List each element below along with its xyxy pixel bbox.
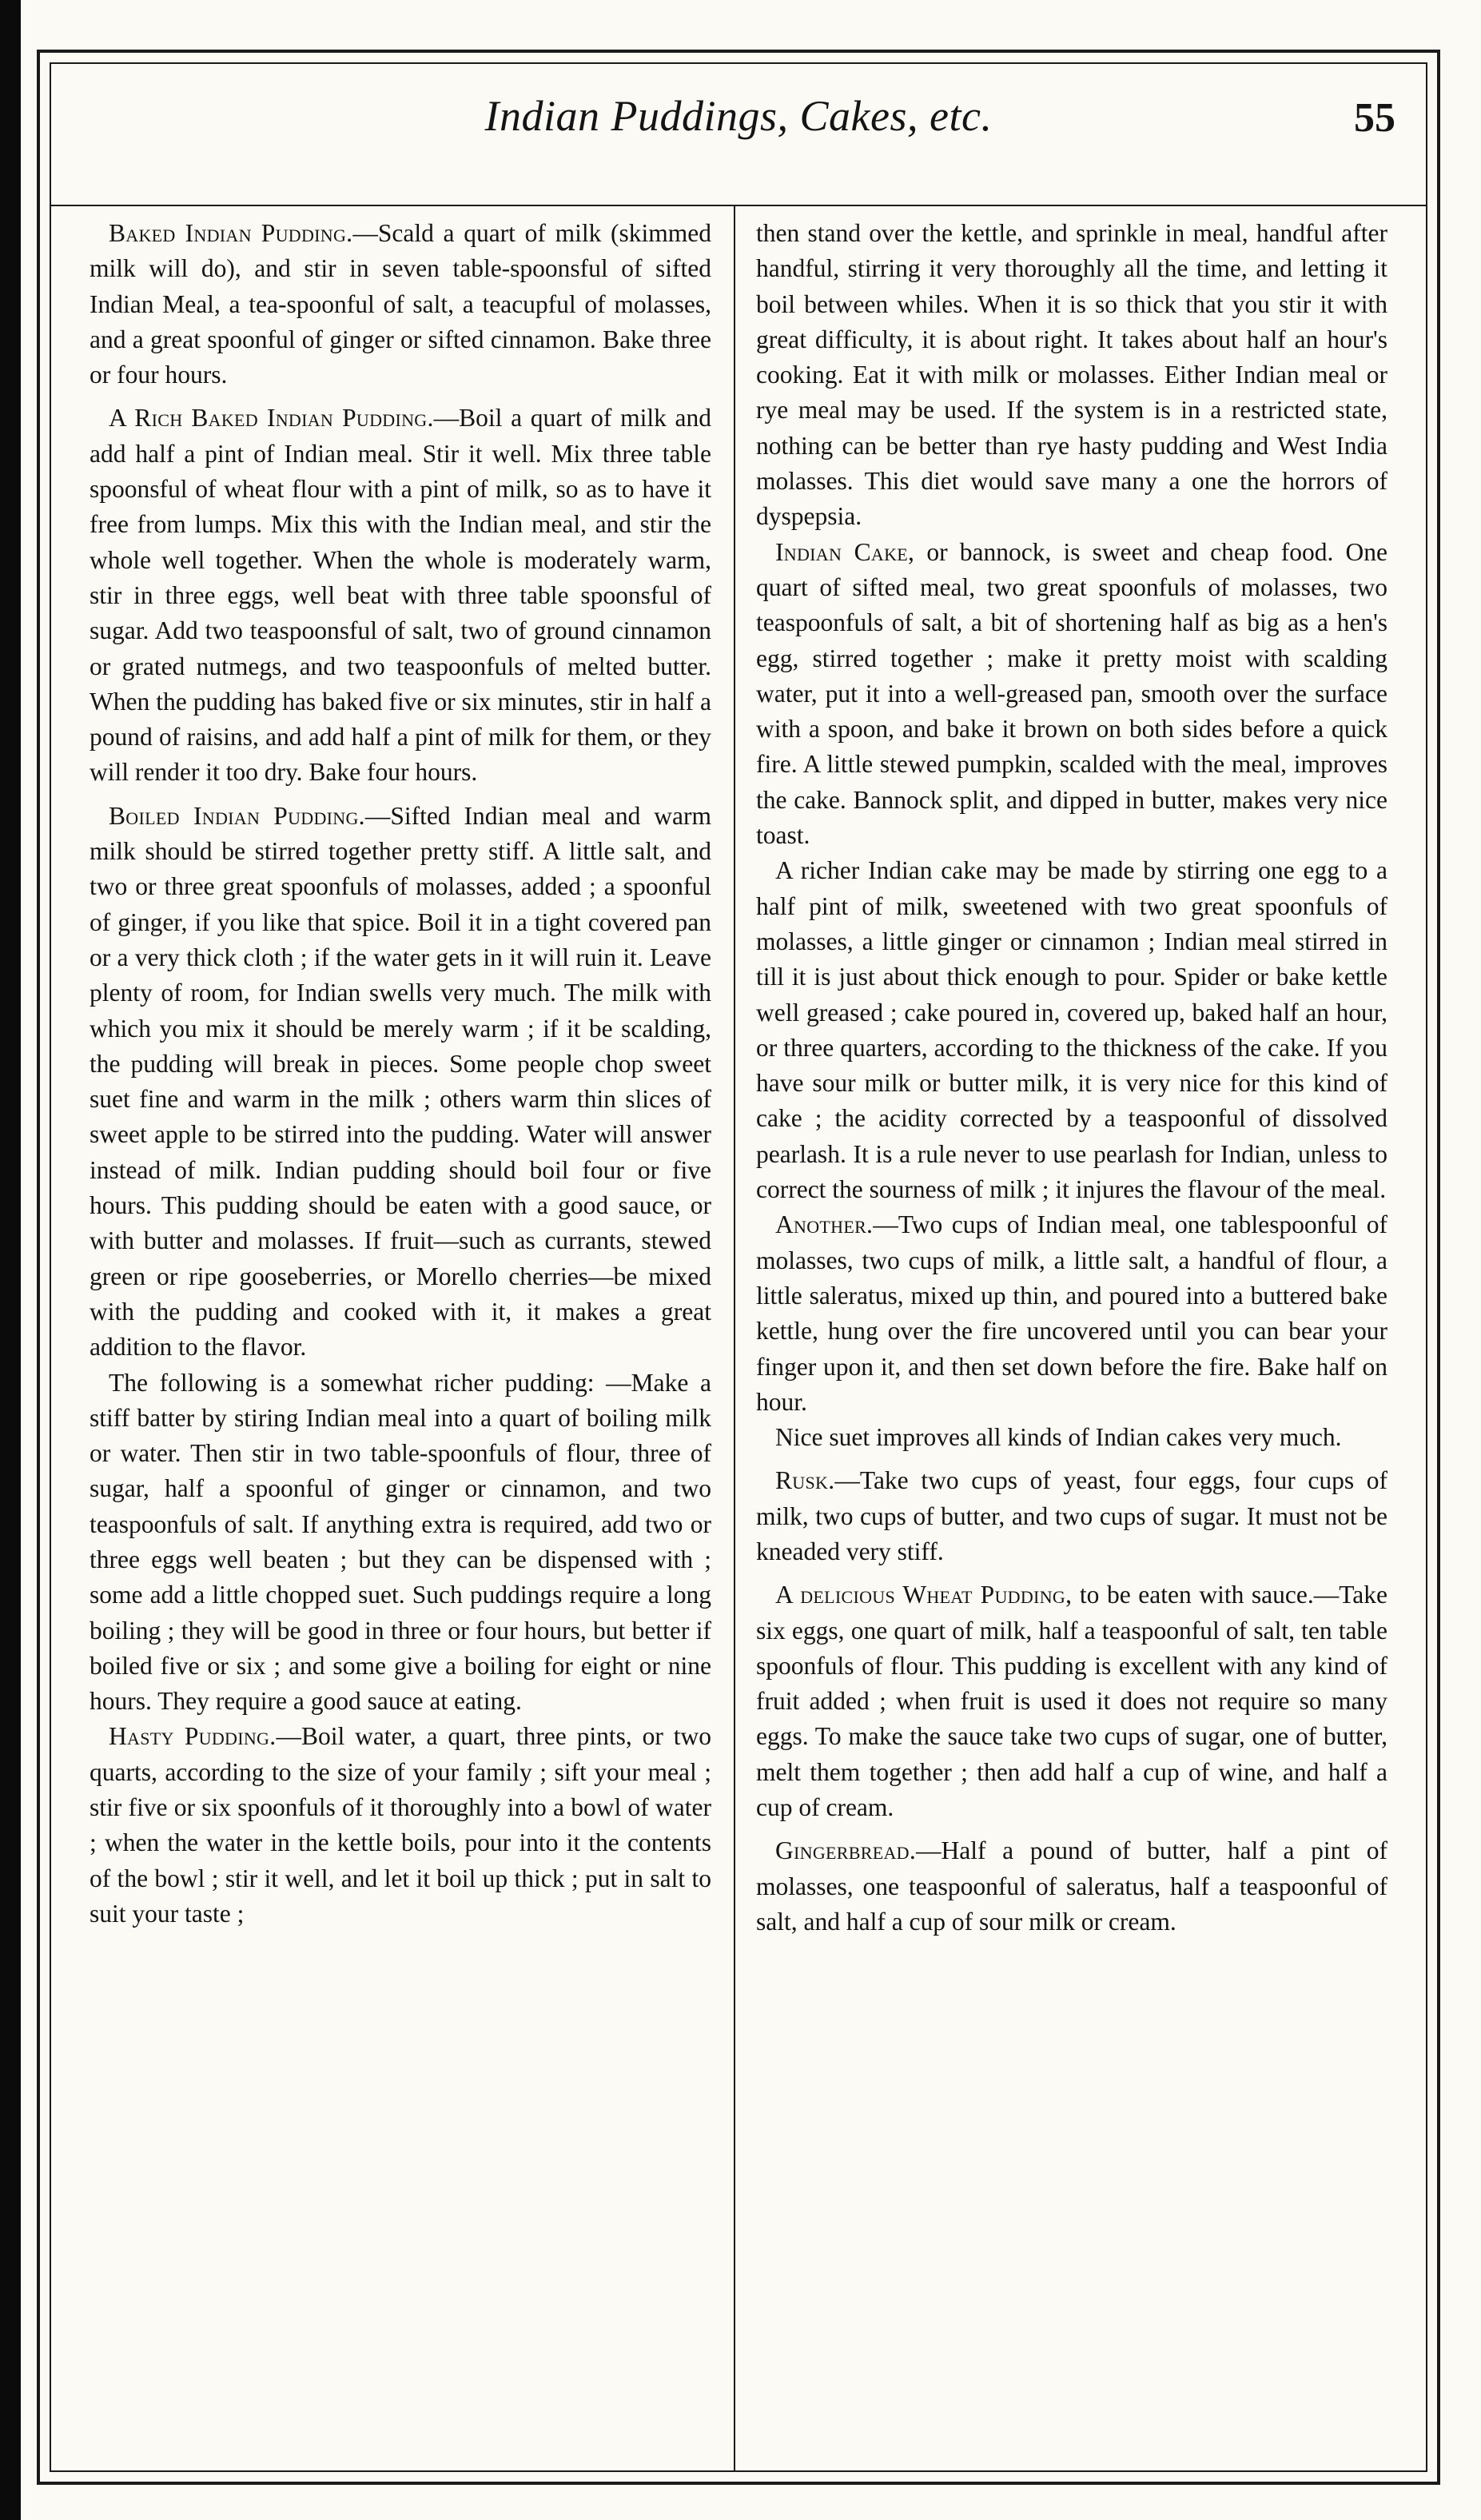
recipe-another [756,1207,1387,1420]
recipe-text: —Two cups of Indian meal, one tablespoonful of molasses, two cups of milk, a little salt, a handful of flour, a little saleratus, mixed up thin, and poured into a buttered bake kettle, hung over the fire uncovered until you can bear your finger upon it, and then set down before the fire. Bake half on hour. [756,1210,1387,1416]
note-suet [756,1420,1387,1455]
recipe-heading: Baked Indian Pudding. [109,219,353,247]
recipe-heading: A Rich Baked Indian Pudding. [109,404,434,433]
recipe-text: A richer Indian cake may be made by stirring one egg to a half pint of milk, sweetened with two great spoonfuls of molasses, a little ginger or cinnamon ; Indian meal stirred in till it is just about thick enough to pour. Spider or bake kettle well greased ; cake poured in, covered up, baked half an hour, or three quarters, according to the thickness of the cake. If you have sour milk or butter milk, it is very nice for this kind of cake ; the acidity corrected by a teaspoonful of dissolved pearlash. It is a rule never to use pearlash for Indian, unless to correct the sourness of milk ; it injures the flavour of the meal. [756,856,1387,1204]
page-header [50,62,1427,206]
recipe-text: or bannock, is sweet and cheap food. One quart of sifted meal, two great spoonfuls of molasses, two teaspoonfuls of salt, a bit of shortening half as big as a hen's egg, stirred together ; make it pretty moist with scalding water, put it into a well-greased pan, smooth over the surface with a spoon, and bake it brown on both sides before a quick fire. A little stewed pumpkin, scalded with the meal, improves the cake. Bannock split, and dipped in butter, makes very nice toast. [756,537,1387,850]
recipe-heading: A delicious Wheat Pudding, [775,1581,1073,1609]
recipe-rich-baked-indian-pudding [90,401,711,790]
recipe-heading: Gingerbread. [775,1836,916,1865]
recipe-heading: Rusk. [775,1466,835,1495]
recipe-hasty-pudding-continued [756,216,1387,535]
recipe-rusk [756,1463,1387,1569]
recipe-text: The following is a somewhat richer pudding: —Make a stiff batter by stiring Indian meal into a quart of boiling milk or water. Then stir in two table-spoonfuls of flour, three of sugar, half a spoonful of ginger or cinnamon, and two teaspoonfuls of salt. If anything extra is required, add two or three eggs well beaten ; but they can be dispensed with ; some add a little chopped suet. Such puddings require a long boiling ; they will be good in three or four hours, but better if boiled five or six ; and some give a boiling for eight or nine hours. They require a good sauce at eating. [90,1368,711,1716]
recipe-heading: Indian Cake, [775,537,915,566]
recipe-wheat-pudding [756,1577,1387,1825]
recipe-text: then stand over the kettle, and sprinkle in meal, handful after handful, stirring it very thoroughly all the time, and letting it boil between whiles. When it is so thick that you stir it with great difficulty, it is about right. It takes about half an hour's cooking. Eat it with milk or molasses. Either Indian meal or rye meal may be used. If the system is in a restricted state, nothing can be better than rye hasty pudding and West India molasses. This diet would save many a one the horrors of dyspepsia. [756,219,1387,531]
recipe-richer-indian-cake [756,853,1387,1207]
recipe-indian-cake [756,535,1387,854]
page-number: 55 [1354,95,1395,141]
recipe-text: —Half a pound of butter, half a pint of molasses, one teaspoonful of saleratus, half a teaspoonful of salt, and half a cup of sour milk or cream. [756,1836,1387,1936]
recipe-heading: Hasty Pudding. [109,1722,277,1751]
recipe-richer-pudding [90,1366,711,1720]
right-column [756,216,1387,2462]
recipe-hasty-pudding [90,1719,711,1932]
running-title: Indian Puddings, Cakes, etc. [484,92,993,140]
recipe-text: Nice suet improves all kinds of Indian cakes very much. [775,1423,1342,1452]
recipe-text: —Boil a quart of milk and add half a pint of Indian meal. Stir it well. Mix three table spoonsful of wheat flour with a pint of milk, so as to have it free from lumps. Mix this with the Indian meal, and stir the whole well together. When the whole is moderately warm, stir in three eggs, well beat with three table spoonsful of sugar. Add two teaspoonsful of salt, two of ground cinnamon or grated nutmegs, and two teaspoonfuls of melted butter. When the pudding has baked five or six minutes, stir in half a pound of raisins, and add half a pint of milk for them, or they will render it too dry. Bake four hours. [90,404,711,787]
recipe-text: —Sifted Indian meal and warm milk should be stirred together pretty stiff. A little salt, and two or three great spoonfuls of molasses, added ; a spoonful of ginger, if you like that spice. Boil it in a tight covered pan or a very thick cloth ; if the water gets in it will ruin it. Leave plenty of room, for Indian swells very much. The milk with which you mix it should be merely warm ; if it be scalding, the pudding will break in pieces. Some people chop sweet suet fine and warm in the milk ; others warm thin slices of sweet apple to be stirred into the pudding. Water will answer instead of milk. Indian pudding should boil four or five hours. This pudding should be eaten with a good sauce, or with butter and molasses. If fruit—such as currants, stewed green or ripe gooseberries, or Morello cherries—be mixed with the pudding and cooked with it, it makes a great addition to the flavor. [90,801,711,1362]
binding-edge [0,0,21,2520]
recipe-heading: Boiled Indian Pudding. [109,801,365,830]
recipe-text: —Boil water, a quart, three pints, or two quarts, according to the size of your family ; sift your meal ; stir five or six spoonfuls of it thoroughly into a bowl of water ; when the water in the kettle boils, pour into it the contents of the bowl ; stir it well, and let it boil up thick ; put in salt to suit your taste ; [90,1722,711,1928]
recipe-text: to be eaten with sauce.—Take six eggs, one quart of milk, half a teaspoonful of salt, ten table spoonfuls of flour. This pudding is excellent with any kind of fruit added ; when fruit is used it does not require so many eggs. To make the sauce take two cups of sugar, one of butter, melt them together ; then add half a cup of wine, and half a cup of cream. [756,1581,1387,1822]
recipe-boiled-indian-pudding [90,799,711,1366]
left-column [90,216,711,2462]
recipe-text: —Take two cups of yeast, four eggs, four cups of milk, two cups of butter, and two cups of sugar. It must not be kneaded very stiff. [756,1466,1387,1565]
recipe-baked-indian-pudding [90,216,711,393]
column-divider [734,206,735,2472]
recipe-text: —Scald a quart of milk (skimmed milk will do), and stir in seven table-spoonsful of sifted Indian Meal, a tea-spoonful of salt, a teacupful of molasses, and a great spoonful of ginger or sifted cinnamon. Bake three or four hours. [90,219,711,389]
recipe-gingerbread [756,1833,1387,1940]
recipe-heading: Another. [775,1210,874,1239]
